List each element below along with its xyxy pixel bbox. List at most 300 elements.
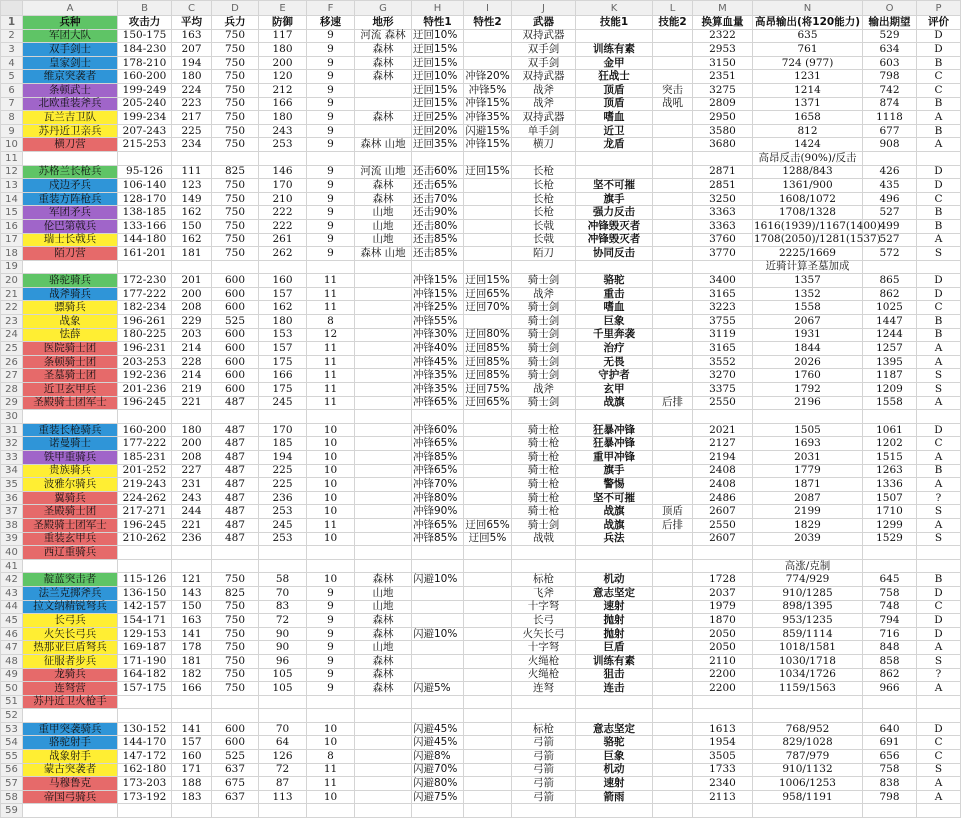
cell-weapon[interactable]: 双手剑 [512,43,576,57]
cell-skill2[interactable] [653,736,693,750]
cell-skill1[interactable]: 战旗 [576,518,653,532]
cell-speed[interactable]: 9 [307,83,355,97]
cell-skill2[interactable] [653,682,693,696]
cell-name[interactable]: 维京突袭者 [23,70,118,84]
cell-trait2[interactable]: 冲锋5% [464,83,512,97]
cell-name[interactable]: 陌刀营 [23,247,118,261]
column-header-e[interactable]: E [259,1,307,16]
cell-terrain[interactable] [355,763,412,777]
cell-defense[interactable]: 180 [259,111,307,125]
cell-hp[interactable]: 1733 [693,763,753,777]
cell-skill2[interactable] [653,750,693,764]
cell-trait1[interactable]: 迂回25% [412,111,464,125]
cell-skill1[interactable]: 抛射 [576,627,653,641]
cell-troops[interactable]: 750 [212,233,259,247]
cell-expected[interactable]: 529 [863,29,917,43]
cell-defense[interactable]: 194 [259,451,307,465]
cell-avg[interactable]: 181 [172,654,212,668]
cell-attack[interactable]: 128-170 [118,192,172,206]
cell-avg[interactable]: 217 [172,111,212,125]
cell-rating[interactable]: D [917,43,961,57]
cell-terrain[interactable] [355,790,412,804]
cell-defense[interactable]: 58 [259,573,307,587]
cell-skill2[interactable] [653,627,693,641]
cell-terrain[interactable] [355,505,412,519]
cell-avg[interactable]: 228 [172,355,212,369]
cell-defense[interactable]: 222 [259,219,307,233]
row-number[interactable]: 52 [1,709,23,723]
cell-speed[interactable]: 9 [307,111,355,125]
cell-hp[interactable] [693,804,753,818]
cell-trait2[interactable] [464,627,512,641]
cell-rating[interactable]: A [917,396,961,410]
row-number[interactable]: 22 [1,301,23,315]
cell-troops[interactable]: 525 [212,750,259,764]
cell-weapon[interactable]: 弓箭 [512,763,576,777]
cell-troops[interactable]: 750 [212,83,259,97]
cell-output[interactable]: 1608/1072 [753,192,863,206]
cell-skill2[interactable] [653,301,693,315]
cell-weapon[interactable]: 飞斧 [512,586,576,600]
cell-weapon[interactable]: 骑士剑 [512,342,576,356]
cell-skill1[interactable]: 强力反击 [576,206,653,220]
cell-defense[interactable]: 117 [259,29,307,43]
cell-output[interactable]: 1357 [753,274,863,288]
cell-rating[interactable]: A [917,138,961,152]
cell-terrain[interactable]: 森林 山地 [355,247,412,261]
row-number[interactable]: 7 [1,97,23,111]
cell-hp[interactable] [693,695,753,709]
cell-trait1[interactable] [412,410,464,424]
cell-skill2[interactable]: 后排 [653,518,693,532]
cell-troops[interactable]: 750 [212,627,259,641]
cell-defense[interactable]: 200 [259,56,307,70]
cell-output[interactable]: 2026 [753,355,863,369]
cell-skill1[interactable]: 兵法 [576,532,653,546]
cell-hp[interactable]: 2550 [693,518,753,532]
cell-output[interactable]: 774/929 [753,573,863,587]
cell-trait2[interactable] [464,410,512,424]
cell-avg[interactable]: 123 [172,179,212,193]
cell-speed[interactable]: 10 [307,491,355,505]
cell-avg[interactable]: 160 [172,750,212,764]
cell-name[interactable]: 近卫玄甲兵 [23,383,118,397]
cell-speed[interactable]: 9 [307,179,355,193]
cell-hp[interactable]: 2871 [693,165,753,179]
cell-skill1[interactable]: 龙盾 [576,138,653,152]
column-header-o[interactable]: O [863,1,917,16]
cell-avg[interactable]: 178 [172,641,212,655]
cell-weapon[interactable]: 十字弩 [512,641,576,655]
cell-terrain[interactable]: 森林 [355,614,412,628]
cell-trait1[interactable]: 还击80% [412,219,464,233]
cell-output[interactable]: 1371 [753,97,863,111]
cell-expected[interactable]: 798 [863,790,917,804]
cell-attack[interactable]: 162-180 [118,763,172,777]
cell-troops[interactable]: 487 [212,423,259,437]
cell-attack[interactable]: 150-175 [118,29,172,43]
cell-skill2[interactable] [653,614,693,628]
cell-output[interactable]: 953/1235 [753,614,863,628]
cell-rating[interactable]: C [917,192,961,206]
cell-weapon[interactable]: 长戟 [512,219,576,233]
cell-avg[interactable]: 183 [172,790,212,804]
cell-terrain[interactable] [355,301,412,315]
header-cell-trait1[interactable]: 特性1 [412,16,464,30]
cell-terrain[interactable]: 森林 [355,56,412,70]
cell-trait2[interactable]: 迂回65% [465,287,510,300]
cell-trait1[interactable] [412,641,464,655]
cell-rating[interactable] [917,151,961,165]
cell-name[interactable]: 骠骑兵 [23,301,118,315]
cell-trait1[interactable]: 迂回15% [412,43,464,57]
cell-expected[interactable]: 435 [863,179,917,193]
cell-skill2[interactable] [653,532,693,546]
cell-output[interactable]: 1760 [753,369,863,383]
cell-output[interactable]: 1352 [753,287,863,301]
cell-terrain[interactable] [355,736,412,750]
cell-defense[interactable]: 70 [259,586,307,600]
cell-speed[interactable]: 9 [307,192,355,206]
cell-defense[interactable]: 105 [259,668,307,682]
cell-trait2[interactable] [464,247,512,261]
cell-defense[interactable]: 64 [259,736,307,750]
cell-rating[interactable]: A [917,641,961,655]
cell-expected[interactable]: 794 [863,614,917,628]
cell-skill1[interactable]: 箭雨 [576,790,653,804]
cell-defense[interactable]: 180 [259,315,307,329]
cell-attack[interactable] [118,559,172,573]
cell-attack[interactable]: 136-150 [118,586,172,600]
cell-rating[interactable]: C [917,600,961,614]
cell-trait1[interactable]: 冲锋65% [412,464,464,478]
row-number[interactable]: 29 [1,396,23,410]
row-number[interactable]: 36 [1,491,23,505]
cell-name[interactable] [23,559,118,573]
cell-defense[interactable]: 166 [259,97,307,111]
cell-weapon[interactable]: 长戟 [512,233,576,247]
cell-speed[interactable]: 9 [307,206,355,220]
cell-attack[interactable]: 215-253 [118,138,172,152]
cell-weapon[interactable] [512,410,576,424]
cell-weapon[interactable]: 骑士枪 [512,505,576,519]
cell-troops[interactable] [212,559,259,573]
cell-speed[interactable]: 9 [307,70,355,84]
cell-rating[interactable]: S [917,763,961,777]
cell-weapon[interactable]: 横刀 [512,138,576,152]
cell-avg[interactable]: 225 [172,124,212,138]
cell-name[interactable]: 重装玄甲兵 [23,532,118,546]
row-number[interactable]: 33 [1,451,23,465]
cell-hp[interactable]: 3275 [693,83,753,97]
cell-speed[interactable]: 11 [307,355,355,369]
cell-expected[interactable]: 848 [863,641,917,655]
cell-output[interactable]: 1871 [753,478,863,492]
cell-avg[interactable]: 207 [172,43,212,57]
cell-expected[interactable]: 496 [863,192,917,206]
cell-rating[interactable]: A [917,518,961,532]
cell-speed[interactable]: 9 [307,586,355,600]
cell-weapon[interactable]: 骑士枪 [512,451,576,465]
cell-trait2[interactable] [464,763,512,777]
cell-troops[interactable]: 600 [212,736,259,750]
cell-defense[interactable]: 126 [259,750,307,764]
cell-skill2[interactable] [653,56,693,70]
cell-troops[interactable] [212,546,259,560]
cell-defense[interactable]: 146 [259,165,307,179]
cell-rating[interactable] [917,804,961,818]
cell-speed[interactable]: 8 [307,315,355,329]
cell-attack[interactable] [118,695,172,709]
cell-weapon[interactable]: 战斧 [512,287,576,301]
cell-attack[interactable]: 129-153 [118,627,172,641]
cell-attack[interactable]: 106-140 [118,179,172,193]
column-header-g[interactable]: G [355,1,412,16]
row-number[interactable]: 56 [1,763,23,777]
cell-skill2[interactable]: 突击 [653,83,693,97]
cell-output[interactable]: 1792 [753,383,863,397]
cell-speed[interactable]: 9 [307,138,355,152]
cell-avg[interactable] [172,410,212,424]
header-cell-trait2[interactable]: 特性2 [464,16,512,30]
cell-skill2[interactable] [653,546,693,560]
cell-name[interactable]: 苏丹近卫亲兵 [23,124,118,138]
cell-skill2[interactable] [653,641,693,655]
cell-defense[interactable]: 243 [259,124,307,138]
column-header-d[interactable]: D [212,1,259,16]
cell-expected[interactable]: 603 [863,56,917,70]
cell-hp[interactable] [693,260,753,274]
row-number[interactable]: 1 [1,16,23,30]
cell-output[interactable]: 1159/1563 [753,682,863,696]
cell-speed[interactable]: 10 [307,722,355,736]
cell-rating[interactable]: S [917,505,961,519]
cell-defense[interactable]: 225 [259,478,307,492]
cell-hp[interactable]: 1870 [693,614,753,628]
cell-trait2[interactable] [464,437,512,451]
cell-trait2[interactable] [464,614,512,628]
cell-terrain[interactable]: 森林 [355,43,412,57]
row-number[interactable]: 51 [1,695,23,709]
row-number[interactable]: 58 [1,790,23,804]
cell-speed[interactable]: 11 [307,369,355,383]
cell-weapon[interactable]: 单手剑 [512,124,576,138]
cell-speed[interactable]: 10 [307,736,355,750]
cell-expected[interactable]: 1529 [863,532,917,546]
cell-weapon[interactable]: 长枪 [512,179,576,193]
cell-trait2[interactable] [464,682,512,696]
cell-hp[interactable]: 1728 [693,573,753,587]
cell-trait1[interactable]: 冲锋35% [412,369,464,383]
cell-troops[interactable]: 487 [212,532,259,546]
cell-terrain[interactable] [355,355,412,369]
cell-skill2[interactable] [653,274,693,288]
cell-rating[interactable]: A [917,451,961,465]
cell-attack[interactable]: 180-225 [118,328,172,342]
cell-defense[interactable]: 105 [259,682,307,696]
cell-trait1[interactable] [412,260,464,274]
cell-rating[interactable]: D [917,29,961,43]
cell-avg[interactable]: 194 [172,56,212,70]
cell-skill2[interactable] [653,355,693,369]
cell-trait1[interactable]: 还击60% [412,165,464,179]
cell-attack[interactable]: 173-192 [118,790,172,804]
cell-attack[interactable]: 147-172 [118,750,172,764]
cell-hp[interactable]: 2340 [693,777,753,791]
cell-speed[interactable]: 9 [307,97,355,111]
cell-expected[interactable] [863,709,917,723]
row-number[interactable]: 10 [1,138,23,152]
cell-skill1[interactable]: 意志坚定 [576,586,653,600]
cell-hp[interactable] [693,151,753,165]
cell-name[interactable]: 军团矛兵 [23,206,118,220]
cell-name[interactable]: 横刀营 [23,138,118,152]
cell-attack[interactable]: 224-262 [118,491,172,505]
cell-skill1[interactable]: 冲锋毁灭者 [576,219,653,233]
cell-attack[interactable]: 205-240 [118,97,172,111]
cell-attack[interactable]: 184-230 [118,43,172,57]
cell-expected[interactable]: 758 [863,763,917,777]
row-number[interactable]: 50 [1,682,23,696]
cell-trait2[interactable] [464,192,512,206]
cell-expected[interactable]: 966 [863,682,917,696]
cell-output[interactable]: 1658 [753,111,863,125]
cell-defense[interactable]: 96 [259,654,307,668]
cell-troops[interactable]: 750 [212,111,259,125]
cell-trait2[interactable] [464,777,512,791]
cell-avg[interactable] [172,546,212,560]
cell-output[interactable]: 高涨/克制 [753,559,863,573]
cell-troops[interactable]: 600 [212,355,259,369]
cell-troops[interactable]: 750 [212,614,259,628]
cell-skill2[interactable] [653,287,693,301]
cell-terrain[interactable] [355,451,412,465]
cell-avg[interactable]: 180 [172,70,212,84]
cell-hp[interactable]: 3165 [693,342,753,356]
column-header-h[interactable]: H [412,1,464,16]
cell-skill1[interactable]: 战旗 [576,396,653,410]
cell-expected[interactable]: 716 [863,627,917,641]
cell-weapon[interactable]: 骑士枪 [512,478,576,492]
cell-expected[interactable]: 572 [863,247,917,261]
cell-attack[interactable] [118,804,172,818]
cell-expected[interactable] [863,804,917,818]
cell-avg[interactable]: 143 [172,586,212,600]
row-number[interactable]: 37 [1,505,23,519]
cell-skill1[interactable]: 狂暴冲锋 [576,437,653,451]
row-number[interactable]: 21 [1,287,23,301]
cell-trait1[interactable]: 闪避10% [412,627,464,641]
cell-avg[interactable]: 121 [172,573,212,587]
cell-expected[interactable]: 645 [863,573,917,587]
cell-hp[interactable]: 2200 [693,668,753,682]
cell-trait2[interactable]: 迂回5% [464,532,512,546]
cell-rating[interactable] [917,260,961,274]
cell-output[interactable]: 高昂反击(90%)/反击 [753,151,863,165]
cell-name[interactable]: 皇家剑士 [23,56,118,70]
cell-trait1[interactable]: 闪避5% [412,682,464,696]
cell-weapon[interactable]: 标枪 [512,722,576,736]
cell-attack[interactable]: 138-185 [118,206,172,220]
cell-expected[interactable]: 677 [863,124,917,138]
cell-skill1[interactable]: 狙击 [576,668,653,682]
cell-troops[interactable]: 750 [212,124,259,138]
cell-avg[interactable]: 171 [172,763,212,777]
cell-speed[interactable]: 10 [307,790,355,804]
cell-trait1[interactable]: 冲锋25% [412,301,464,315]
cell-speed[interactable]: 11 [307,518,355,532]
cell-name[interactable]: 帝国弓骑兵 [23,790,118,804]
cell-defense[interactable]: 222 [259,206,307,220]
cell-attack[interactable]: 154-171 [118,614,172,628]
cell-expected[interactable]: 527 [863,206,917,220]
cell-skill2[interactable] [653,165,693,179]
cell-troops[interactable] [212,410,259,424]
cell-terrain[interactable] [355,491,412,505]
cell-hp[interactable]: 2851 [693,179,753,193]
row-number[interactable]: 31 [1,423,23,437]
cell-speed[interactable]: 10 [307,423,355,437]
cell-output[interactable]: 1034/1726 [753,668,863,682]
cell-skill1[interactable]: 骆驼 [576,274,653,288]
cell-defense[interactable]: 160 [259,274,307,288]
cell-troops[interactable]: 637 [212,790,259,804]
cell-troops[interactable]: 750 [212,600,259,614]
cell-avg[interactable] [172,695,212,709]
row-number[interactable]: 23 [1,315,23,329]
cell-skill1[interactable] [576,804,653,818]
cell-speed[interactable]: 9 [307,654,355,668]
cell-weapon[interactable]: 长弓 [512,614,576,628]
cell-troops[interactable]: 600 [212,722,259,736]
cell-output[interactable]: 910/1285 [753,586,863,600]
cell-name[interactable] [23,260,118,274]
cell-avg[interactable] [172,260,212,274]
cell-attack[interactable]: 142-157 [118,600,172,614]
cell-hp[interactable]: 2607 [693,532,753,546]
column-header-k[interactable]: K [576,1,653,16]
cell-attack[interactable]: 178-210 [118,56,172,70]
cell-weapon[interactable] [512,695,576,709]
cell-attack[interactable] [118,546,172,560]
cell-avg[interactable]: 149 [172,192,212,206]
cell-terrain[interactable] [355,410,412,424]
cell-speed[interactable] [307,804,355,818]
cell-name[interactable]: 圣殿骑士团军士 [23,396,118,410]
cell-name[interactable]: 铁甲重骑兵 [23,451,118,465]
cell-terrain[interactable] [355,478,412,492]
cell-skill1[interactable]: 意志坚定 [576,722,653,736]
cell-skill2[interactable] [653,464,693,478]
cell-attack[interactable]: 172-230 [118,274,172,288]
cell-rating[interactable]: A [917,342,961,356]
cell-terrain[interactable] [355,722,412,736]
cell-trait1[interactable]: 闪避75% [412,790,464,804]
cell-output[interactable] [753,410,863,424]
cell-output[interactable]: 1829 [753,518,863,532]
cell-terrain[interactable] [355,328,412,342]
cell-speed[interactable]: 9 [307,600,355,614]
cell-name[interactable] [23,410,118,424]
cell-hp[interactable]: 3680 [693,138,753,152]
cell-trait2[interactable] [464,695,512,709]
cell-expected[interactable]: 1710 [863,505,917,519]
cell-trait2[interactable]: 冲锋15% [465,138,510,151]
cell-trait2[interactable] [464,641,512,655]
cell-defense[interactable]: 166 [259,369,307,383]
cell-defense[interactable]: 70 [259,722,307,736]
cell-output[interactable]: 1288/843 [753,165,863,179]
